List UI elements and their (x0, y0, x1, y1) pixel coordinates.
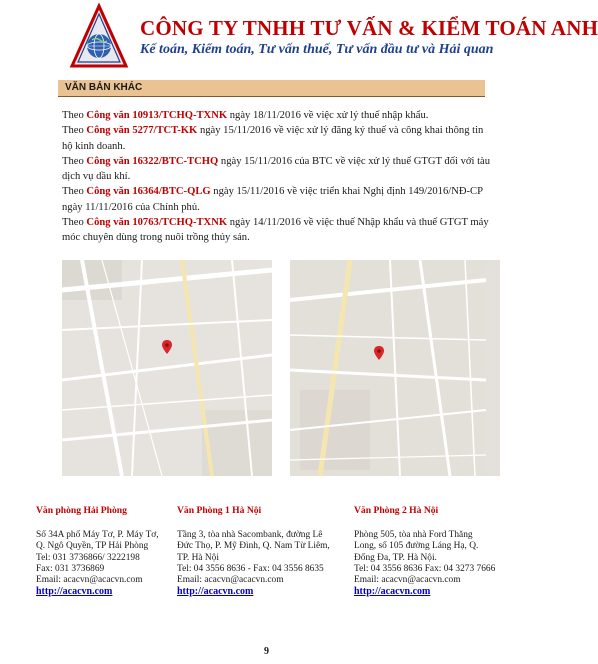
office-title: Văn phòng Hải Phòng (36, 505, 127, 516)
notice-item (62, 215, 490, 246)
office-email: Email: acacvn@acacvn.com (36, 575, 143, 586)
office-address-line: Phòng 505, tòa nhà Ford Thăng (354, 530, 473, 541)
office-maps (62, 260, 486, 476)
office-address-line: Đức Thọ, P. Mỹ Đình, Q. Nam Từ Liêm, (177, 541, 330, 552)
map-pin-icon[interactable] (374, 346, 384, 360)
notice-prefix: Theo (62, 110, 87, 121)
notice-item (62, 154, 490, 185)
office-website-link[interactable]: http://acacvn.com (354, 586, 431, 598)
office-address-line: TP. Hà Nội (177, 552, 219, 563)
notice-prefix: Theo (62, 125, 87, 137)
office-website-link[interactable]: http://acacvn.com (36, 586, 113, 598)
office-ha-noi-1 (177, 505, 330, 597)
office-ha-noi-2 (354, 505, 495, 597)
office-address-line: Q. Ngô Quyền, TP Hải Phòng (36, 541, 149, 552)
office-address-line: Long, số 105 đường Láng Hạ, Q. (354, 541, 479, 552)
company-header (70, 4, 598, 74)
office-phone-fax: Tel: 04 3556 8636 - Fax: 04 3556 8635 (177, 563, 324, 574)
office-email: Email: acacvn@acacvn.com (354, 575, 461, 586)
office-phone-fax: Tel: 04 3556 8636 Fax: 04 3273 7666 (354, 563, 496, 574)
office-address-line: Tầng 3, tòa nhà Sacombank, đường Lê (177, 530, 323, 541)
notice-prefix: Theo (62, 217, 87, 229)
office-title: Văn Phòng 1 Hà Nội (177, 505, 262, 516)
notice-prefix: Theo (62, 186, 87, 198)
map-hai-phong (62, 260, 272, 476)
office-email: Email: acacvn@acacvn.com (177, 575, 284, 586)
notice-reference-link[interactable]: Công văn 16364/BTC-QLG (86, 186, 211, 198)
office-phone: Tel: 031 3736866/ 3222198 (36, 552, 140, 563)
notice-item (62, 108, 490, 123)
office-address-line: Đống Đa, TP. Hà Nội. (354, 552, 437, 563)
notice-item (62, 184, 490, 215)
notice-item (62, 123, 490, 154)
notice-text: ngày 15/11/2016 của BTC về việc xử lý thuế GTGT đối với tàu dịch vụ dầu khí. (62, 155, 491, 183)
notice-reference-link[interactable]: Công văn 16322/BTC-TCHQ (86, 155, 219, 167)
notice-reference-link[interactable]: Công văn 10763/TCHQ-TXNK (86, 217, 228, 229)
office-hai-phong (36, 505, 159, 597)
section-title: VĂN BẢN KHÁC (65, 82, 143, 93)
notice-text: ngày 14/11/2016 về việc thuế Nhập khẩu và thuế GTGT máy móc chuyên dùng trong nuôi trồng thủy sản. (62, 217, 489, 244)
notice-prefix: Theo (62, 155, 87, 167)
triangle-globe-logo (70, 4, 128, 70)
notice-text: ngày 18/11/2016 về việc xử lý thuế nhập khẩu. (227, 110, 429, 121)
notice-reference-link[interactable]: Công văn 5277/TCT-KK (86, 125, 198, 137)
page-number: 9 (264, 646, 269, 657)
map-ha-noi (290, 260, 500, 476)
office-title: Văn Phòng 2 Hà Nội (354, 505, 439, 516)
office-fax: Fax: 031 3736869 (36, 563, 105, 574)
notice-text: ngày 15/11/2016 về việc xử lý đăng ký thuế và công khai thông tin hộ kinh doanh. (62, 125, 484, 152)
section-bar (58, 80, 485, 97)
office-address-line: Số 34A phố Máy Tơ, P. Máy Tơ, (36, 530, 159, 541)
notice-reference-link[interactable]: Công văn 10913/TCHQ-TXNK (86, 110, 228, 121)
map-pin-icon[interactable] (162, 340, 172, 354)
company-name: CÔNG TY TNHH TƯ VẤN & KIỂM TOÁN ANH (140, 16, 598, 40)
notice-list (62, 108, 490, 246)
company-tagline: Kế toán, Kiểm toán, Tư vấn thuế, Tư vấn đầu tư và Hải quan (140, 42, 494, 57)
office-website-link[interactable]: http://acacvn.com (177, 586, 254, 598)
notice-text: ngày 15/11/2016 về việc triển khai Nghị định 149/2016/NĐ-CP ngày 11/11/2016 của Chính phủ. (62, 186, 483, 213)
